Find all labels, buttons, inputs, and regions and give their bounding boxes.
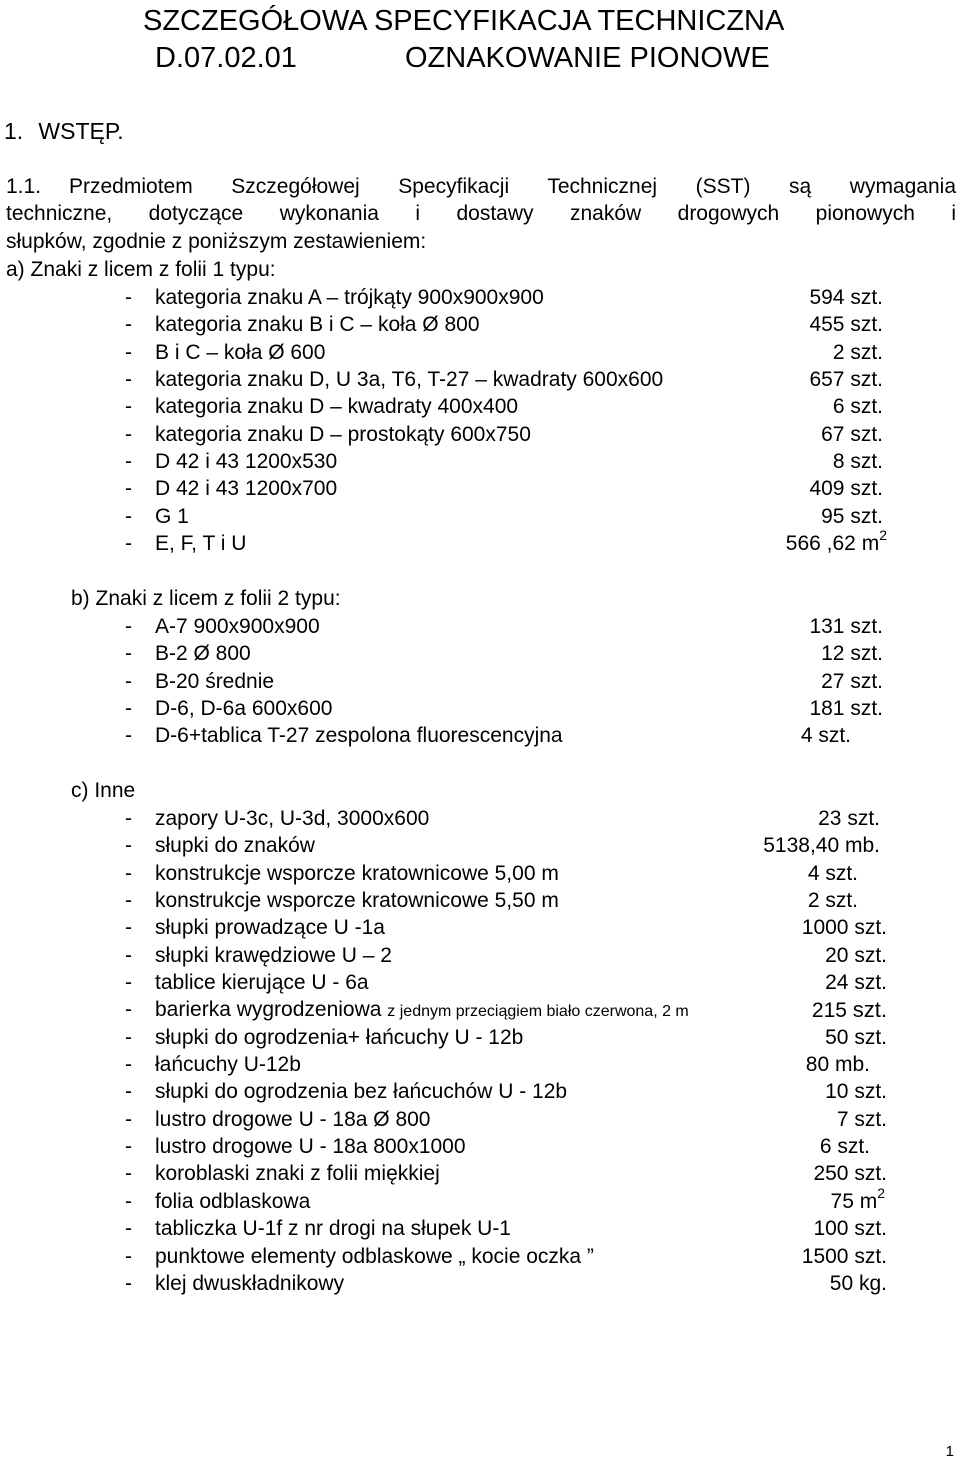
item-quantity: [808, 887, 858, 914]
intro-text-1: Przedmiotem Szczegółowej Specyfikacji Technicznej (SST) są wymagania: [69, 175, 956, 198]
quantity-value: 131 szt.: [809, 615, 883, 638]
list-item: [125, 640, 895, 667]
list-dash: -: [125, 532, 132, 556]
item-quantity: [801, 722, 851, 749]
quantity-value: 23 szt.: [818, 807, 880, 830]
item-quantity: [809, 284, 883, 311]
group-a-label: a) Znaki z licem z folii 1 typu:: [6, 258, 276, 281]
unit-exponent: 2: [877, 1184, 885, 1201]
quantity-value: 215: [811, 999, 853, 1023]
item-description: słupki do znaków: [155, 834, 315, 858]
list-item: [125, 1133, 895, 1160]
item-description: kategoria znaku D – kwadraty 400x400: [155, 395, 519, 419]
quantity-value: 6 szt.: [819, 1135, 870, 1159]
quantity-value: 100 szt.: [813, 1217, 887, 1241]
list-dash: -: [125, 450, 132, 474]
list-item: [125, 1215, 895, 1242]
quantity-value: 5138,40 mb.: [763, 834, 880, 858]
quantity-value: 4 szt.: [807, 861, 858, 885]
list-item: [125, 1024, 895, 1051]
item-quantity: [825, 942, 887, 969]
list-dash: -: [125, 422, 132, 446]
item-quantity: [825, 1078, 887, 1105]
list-dash: -: [125, 861, 132, 885]
item-quantity: [821, 668, 883, 695]
item-quantity: [763, 832, 880, 859]
quantity-value: 8 szt.: [832, 450, 883, 474]
list-item: [125, 448, 895, 475]
item-quantity: [812, 996, 887, 1024]
document-title: SZCZEGÓŁOWA SPECYFIKACJA TECHNICZNA: [143, 5, 785, 37]
list-dash: -: [125, 1217, 132, 1241]
item-description: słupki krawędziowe U – 2: [155, 943, 392, 967]
list-dash: -: [125, 1107, 132, 1131]
item-quantity: [821, 503, 883, 530]
list-dash: -: [125, 916, 132, 940]
item-quantity: [821, 421, 883, 448]
quantity-value: 7 szt.: [836, 1107, 887, 1131]
list-dash: -: [125, 395, 132, 419]
quantity-value: 50 kg.: [829, 1271, 887, 1295]
quantity-value: 250 szt.: [813, 1162, 887, 1186]
section-title: WSTĘP.: [38, 118, 124, 144]
item-quantity: [813, 1215, 887, 1242]
item-description: D 42 i 43 1200x700: [155, 477, 338, 501]
list-dash: -: [125, 807, 132, 830]
quantity-value: 455 szt.: [809, 313, 883, 337]
list-item: [125, 527, 895, 557]
quantity-value: 1500 szt.: [801, 1244, 887, 1268]
document-subtitle: OZNAKOWANIE PIONOWE: [405, 42, 770, 74]
item-description: klej dwuskładnikowy: [155, 1271, 345, 1295]
quantity-value: 80 mb.: [805, 1053, 870, 1077]
list-item: [125, 339, 895, 366]
item-description: D 42 i 43 1200x530: [155, 450, 338, 474]
list-dash: -: [125, 504, 132, 528]
list-item: [125, 613, 895, 640]
item-description: kategoria znaku D, U 3a, T6, T-27 – kwadraty 600x600: [155, 368, 664, 392]
barrier-detail: z jednym przeciągiem biało czerwona, 2 m: [387, 1003, 689, 1021]
item-description: kategoria znaku B i C – koła Ø 800: [155, 313, 480, 337]
list-item: [125, 1184, 895, 1215]
quantity-value: 181 szt.: [809, 697, 883, 721]
list-dash: -: [125, 1080, 132, 1104]
quantity-value: 6 szt.: [832, 395, 883, 419]
item-quantity: [802, 1243, 887, 1270]
item-quantity: [809, 695, 883, 722]
group-c-list: [125, 805, 895, 1297]
item-description: słupki prowadzące U -1a: [155, 916, 385, 940]
list-dash: -: [125, 477, 132, 501]
item-quantity: [809, 475, 883, 502]
list-dash: -: [125, 1271, 132, 1295]
item-description: zapory U-3c, U-3d, 3000x600: [155, 807, 430, 830]
list-item: [125, 832, 895, 859]
item-quantity: [818, 805, 880, 832]
quantity-value: 409 szt.: [809, 477, 883, 501]
list-item: [125, 805, 895, 832]
list-item: [125, 1106, 895, 1133]
item-description: D-6+tablica T-27 zespolona fluorescencyjna: [155, 724, 563, 748]
item-quantity: [821, 640, 883, 667]
item-description: tabliczka U-1f z nr drogi na słupek U-1: [155, 1217, 511, 1241]
list-dash: -: [125, 368, 132, 392]
item-description: koroblaski znaki z folii miękkiej: [155, 1162, 440, 1186]
list-dash: -: [125, 1244, 132, 1268]
quantity-value: 67 szt.: [821, 422, 883, 446]
list-item: [125, 1051, 895, 1078]
section-heading: [4, 117, 124, 145]
list-item: [125, 366, 895, 393]
item-quantity: [806, 1051, 870, 1078]
quantity-value: 12 szt.: [821, 642, 883, 666]
section-number: 1.: [4, 118, 24, 144]
list-item: [125, 914, 895, 941]
list-dash: -: [125, 971, 132, 995]
list-dash: -: [125, 286, 132, 309]
item-description: folia odblaskowa: [155, 1189, 311, 1213]
quantity-value: 95 szt.: [821, 504, 883, 528]
quantity-unit: szt.: [852, 997, 887, 1023]
list-item: [125, 996, 895, 1023]
item-description: słupki do ogrodzenia bez łańcuchów U - 12b: [155, 1080, 568, 1104]
list-item: [125, 668, 895, 695]
item-quantity: [809, 613, 883, 640]
item-quantity: [808, 860, 858, 887]
item-quantity: [809, 366, 883, 393]
list-item: [125, 887, 895, 914]
quantity-value: 657 szt.: [809, 368, 883, 392]
item-description: tablice kierujące U - 6a: [155, 971, 369, 995]
list-item: [125, 475, 895, 502]
item-quantity: [830, 1270, 887, 1297]
item-description: lustro drogowe U - 18a 800x1000: [155, 1135, 466, 1159]
list-dash: -: [125, 313, 132, 337]
quantity-value: 1000 szt.: [801, 916, 887, 940]
list-dash: -: [125, 1189, 132, 1213]
list-item: [125, 1078, 895, 1105]
item-quantity: [833, 393, 883, 420]
item-description: konstrukcje wsporcze kratownicowe 5,00 m: [155, 861, 559, 885]
quantity-value: 50 szt.: [825, 1025, 887, 1049]
intro-number: 1.1.: [6, 175, 42, 198]
list-dash: -: [125, 834, 132, 858]
item-description: słupki do ogrodzenia+ łańcuchy U - 12b: [155, 1025, 524, 1049]
item-description: kategoria znaku D – prostokąty 600x750: [155, 422, 531, 446]
list-item: [125, 695, 895, 722]
quantity-value: 27 szt.: [821, 669, 883, 693]
list-item: [125, 860, 895, 887]
item-quantity: [809, 311, 883, 338]
quantity-value: 24 szt.: [825, 971, 887, 995]
intro-line-3: słupków, zgodnie z poniższym zestawieniem:: [6, 229, 427, 253]
quantity-value: 594 szt.: [809, 286, 883, 309]
document-code: D.07.02.01: [155, 42, 297, 74]
list-item: [125, 942, 895, 969]
list-dash: -: [125, 998, 132, 1022]
quantity-value: 2 szt.: [807, 889, 858, 913]
list-dash: -: [125, 1025, 132, 1049]
quantity-value: 20 szt.: [825, 943, 887, 967]
item-description: B-20 średnie: [155, 669, 275, 693]
list-dash: -: [125, 642, 132, 666]
list-dash: -: [125, 724, 132, 748]
list-dash: -: [125, 615, 132, 638]
item-description: punktowe elementy odblaskowe „ kocie oczka ”: [155, 1244, 594, 1268]
list-item: [125, 722, 895, 749]
page-number: 1: [945, 1443, 954, 1460]
item-description: A-7 900x900x900: [155, 615, 320, 638]
list-dash: -: [125, 943, 132, 967]
quantity-value: 75 m: [830, 1189, 878, 1213]
quantity-value: 4 szt.: [800, 724, 851, 748]
list-item: [125, 284, 895, 311]
quantity-value: 2 szt.: [832, 340, 883, 364]
unit-exponent: 2: [879, 527, 887, 544]
list-item: [125, 503, 895, 530]
list-item: [125, 393, 895, 420]
item-description: B i C – koła Ø 600: [155, 340, 326, 364]
list-item: [125, 1243, 895, 1270]
list-dash: -: [125, 1053, 132, 1077]
quantity-value: 566 ,62 m: [785, 532, 880, 556]
item-quantity: [833, 339, 883, 366]
list-dash: -: [125, 340, 132, 364]
list-dash: -: [125, 1162, 132, 1186]
list-dash: -: [125, 1135, 132, 1159]
item-description: łańcuchy U-12b: [155, 1053, 301, 1077]
list-dash: -: [125, 697, 132, 721]
item-description: E, F, T i U: [155, 532, 247, 556]
list-item: [125, 1270, 895, 1297]
item-description: B-2 Ø 800: [155, 642, 251, 666]
item-description: G 1: [155, 504, 189, 528]
barrier-description: barierka wygrodzeniowa: [155, 998, 388, 1022]
list-dash: -: [125, 889, 132, 913]
list-item: [125, 1160, 895, 1187]
item-quantity: [785, 527, 887, 557]
item-quantity: [833, 448, 883, 475]
item-description: [155, 996, 689, 1025]
intro-paragraph: [6, 173, 956, 255]
item-quantity: [825, 969, 887, 996]
intro-line-2: techniczne, dotyczące wykonania i dostawy znaków drogowych pionowych i: [6, 202, 956, 226]
list-item: [125, 421, 895, 448]
group-c-label: c) Inne: [71, 779, 136, 802]
item-description: D-6, D-6a 600x600: [155, 697, 333, 721]
item-quantity: [802, 914, 887, 941]
intro-line-1: [6, 173, 956, 200]
item-quantity: [813, 1160, 887, 1187]
item-description: konstrukcje wsporcze kratownicowe 5,50 m: [155, 889, 559, 913]
list-item: [125, 969, 895, 996]
group-b-list: [125, 613, 895, 750]
item-quantity: [837, 1106, 887, 1133]
item-description: kategoria znaku A – trójkąty 900x900x900: [155, 286, 544, 309]
item-quantity: [830, 1184, 885, 1215]
item-quantity: [820, 1133, 870, 1160]
quantity-value: 10 szt.: [825, 1080, 887, 1104]
list-item: [125, 311, 895, 338]
item-quantity: [825, 1024, 887, 1051]
list-dash: -: [125, 669, 132, 693]
group-b-label: b) Znaki z licem z folii 2 typu:: [71, 587, 341, 610]
item-description: lustro drogowe U - 18a Ø 800: [155, 1107, 431, 1131]
group-a-list: [125, 284, 895, 557]
